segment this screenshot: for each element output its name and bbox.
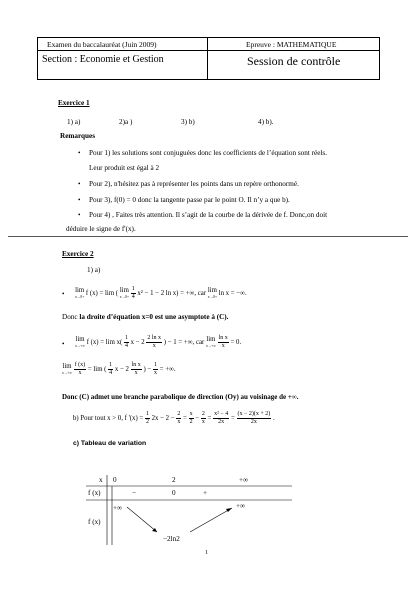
frac-den: x [177,419,181,425]
frac-num: 2 [201,411,205,417]
table-f-label: f (x) [88,518,101,526]
frac-num: 2 ln x [147,335,162,341]
fraction [218,335,229,350]
arrowhead-up [226,508,232,512]
frac-den: x [78,370,82,376]
table-f-min: −2ln2 [163,535,180,543]
fraction [74,362,87,377]
table-x-inf: +∞ [239,476,249,484]
fraction [213,411,229,426]
page-number: 1 [205,550,208,556]
frac-den: 4 [124,343,128,349]
frac-den: x [153,370,157,376]
remark-3: • Pour 3), f(0) = 0 donc la tangente passe par le point O. Il n’y a que b). [89,196,290,204]
q1b-prefix: b) Pour tout x > 0, f '(x) = [73,415,144,423]
frac-num: 1 [109,362,113,368]
fraction [153,362,158,377]
eq2-part-b: x − 2 [130,339,145,347]
decrease-arrow [127,507,157,532]
frac-den: 2 [145,419,149,425]
increase-arrow [190,508,232,532]
remark-1-cont: Leur produit est égal à 2 [89,164,160,172]
eq3-part-a: = lim ( [87,366,107,374]
frac-num: ln x [131,362,141,368]
arrowhead-down [152,528,157,532]
lim-sign: lim [206,335,216,343]
remark-4-cont: déduire le signe de f'(x). [66,225,136,233]
lim-sign: lim [75,335,85,343]
fraction [124,335,129,350]
remark-4: • Pour 4) , Faites très attention. Il s’agit de la courbe de la dérivée de f. Donc,on doit [89,211,327,219]
ex1-answer-1: 1) a) [67,118,81,126]
eq2-part-c: ) − 1 = +∞, car [163,339,205,347]
table-x-0: 0 [113,476,117,484]
exercise2-title: Exercice 2 [62,250,94,258]
table-x-label: x [99,476,103,484]
frac-num: 1 [124,335,128,341]
eq1-part-a: f (x) = lim ( [85,290,119,298]
fraction [201,411,206,426]
conclusion-1 [62,313,228,321]
lim-sign: lim [119,286,129,294]
eq3-part-c: ) − [143,366,152,374]
equation-limit-inf: • lim x→+∞ f (x) = lim x( $\frac{1}{4}$ x − 2 $\frac{\text{2 ln x}}{x}$ ) − 1 = +∞, car lim x→+∞ $\frac{\text{ln x}}{x}$ = 0. [62,335,242,349]
header-exam: Examen du baccalauréat (Juin 2009) [47,40,157,49]
frac-den: 4 [131,294,135,300]
frac-den: 2 [189,419,193,425]
header-row-divider [38,50,379,51]
header-table [37,37,380,80]
q1b-part: = [207,415,212,423]
eq2-part-a: f (x) = lim x( [86,339,123,347]
fraction [108,362,113,377]
remark-1: • Pour 1) les solutions sont conjuguées donc les coefficients de l’équation sont réels. [89,149,327,157]
table-sign-zero: 0 [172,489,176,497]
q1a-label: 1) a) [87,266,101,274]
header-session: Session de contrôle [247,54,341,68]
frac-den: x [134,370,138,376]
fraction [145,411,150,426]
lim-sign: lim [75,286,85,294]
lim-sign: lim [207,286,217,294]
derivative-equation [73,411,275,426]
fraction [176,411,181,426]
equation-limit-ratio [62,362,176,377]
lim-sub: x→0+ [75,294,85,299]
frac-den: x [221,343,225,349]
fraction [146,335,162,350]
q1b-part: 2x − 2 − [151,415,175,423]
table-sign-minus: − [132,489,137,497]
frac-num: 1 [145,411,149,417]
conclusion-1-prefix: Donc [62,313,80,321]
eq1-part-c: ln x = −∞. [218,290,247,298]
lim-sub: x→+∞ [205,343,216,348]
conclusion-1-bold: la droite d’équation x=0 est une asymptote à (C). [79,313,229,321]
lim-sub: x→0+ [207,294,217,299]
section-separator [8,236,408,237]
lim-sign: lim [62,362,72,370]
table-title: c) Tableau de variation [73,440,147,447]
header-section: Section : Economie et Gestion [42,54,164,65]
table-f-left: +∞ [113,504,123,512]
lim-sub: x→0+ [119,294,129,299]
frac-num: f (x) [74,362,86,368]
remark-2: • Pour 2), n'hésitez pas à représenter les points dans un repère orthonormé. [89,180,299,188]
conclusion-2: Donc (C) admet une branche parabolique de direction (Oy) au voisinage de +∞. [62,393,299,401]
fraction [131,286,136,301]
frac-num: 1 [131,286,135,292]
q1b-part: . [272,415,275,423]
frac-num: ln x [218,335,228,341]
frac-num: x [189,411,193,417]
frac-num: 1 [153,362,157,368]
ex1-answer-4: 4) b). [258,118,274,126]
frac-den: 2x [218,419,225,425]
table-x-2: 2 [172,476,176,484]
exercise1-title: Exercice 1 [58,99,90,107]
remarques-title: Remarques [60,132,96,140]
table-sign-plus: + [203,489,208,497]
q1b-part: = [183,415,187,423]
ex1-answer-2: 2)a ) [119,118,133,126]
frac-den: 4 [109,370,113,376]
frac-den: 2x [250,419,257,425]
lim-sub: x→+∞ [62,370,72,375]
fraction [131,362,142,377]
eq3-part-e: = +∞. [159,366,176,374]
frac-num: x² − 4 [214,411,229,417]
fraction [237,411,272,426]
q1b-part: − [195,415,200,423]
frac-num: (x − 2)(x + 2) [237,411,271,417]
header-divider [207,38,208,79]
table-fprime-label: f (x) [88,489,101,497]
eq1-part-b: x² − 1 − 2 ln x) = +∞, car [137,290,207,298]
ex1-answer-3: 3) b) [181,118,195,126]
q1b-part: = [230,415,235,423]
table-f-right: +∞ [236,502,246,510]
lim-sub: x→+∞ [75,343,85,348]
eq2-part-e: = 0. [230,339,242,347]
frac-num: 2 [177,411,181,417]
frac-den: x [201,419,205,425]
equation-limit-0: • lim x→0+ f (x) = lim ( lim x→0+ $\frac{1}{4}$ x² − 1 − 2 ln x) = +∞, car lim x→0+ ln x = −∞. [62,286,247,300]
fraction [189,411,194,426]
header-epreuve: Epreuve : MATHEMATIQUE [246,40,337,49]
frac-den: x [152,343,156,349]
eq3-part-b: x − 2 [114,366,129,374]
